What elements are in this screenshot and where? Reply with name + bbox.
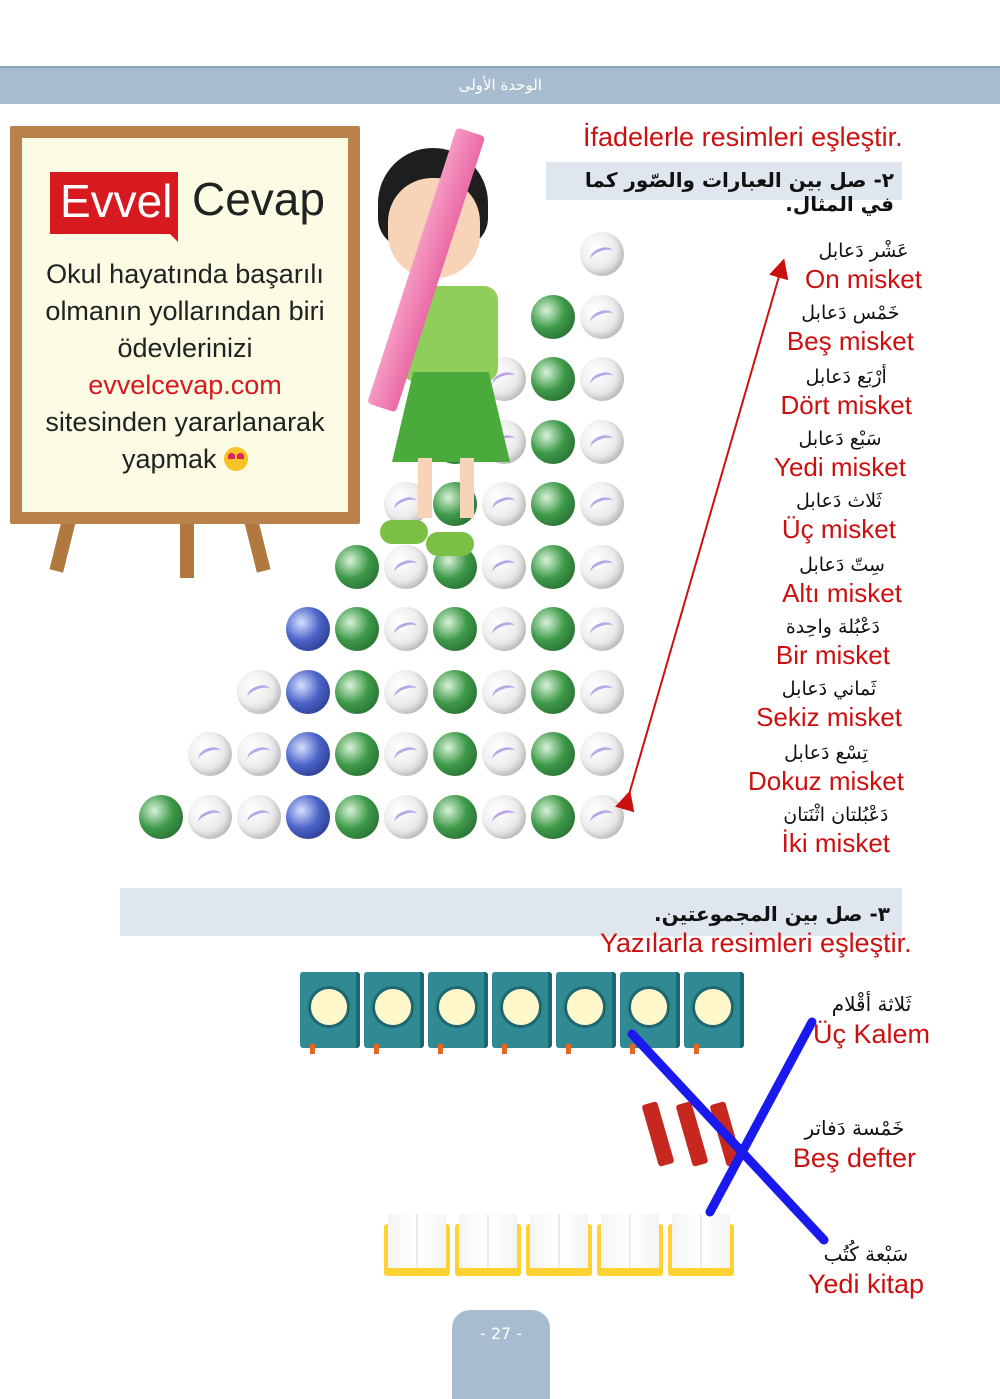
pair-turkish: Altı misket [782,578,902,608]
pair-arabic: دَعْبُلة واحِدة [785,616,881,638]
pair-turkish: Dört misket [780,390,912,420]
item-arabic: ثَلاثة أقْلام [831,992,912,1016]
exercise3-title: Yazılarla resimleri eşleştir. [600,928,912,958]
exercise3-instruction: ٣- صل بين المجموعتين. [654,902,890,926]
logo-red-text: Evvel [60,175,173,227]
pair-arabic: سَبْع دَعابل [798,428,882,450]
pair-turkish: İki misket [781,828,890,858]
advert-line: Okul hayatında başarılı [46,259,324,289]
pair-arabic: دَعْبُلتان اثْنَتان [783,804,889,826]
advert-line: ödevlerinizi [117,333,253,363]
advert-line: sitesinden yararlanarak [45,407,325,437]
pair-arabic: سِتّ دَعابل [799,554,885,576]
page-number-tab [452,1310,550,1399]
pair-turkish: Yedi misket [774,452,906,482]
unit-title: الوحدة الأولى [458,76,542,94]
blue-stroke-down [632,1034,824,1240]
pair-turkish: Beş misket [786,326,914,356]
page-number: - 27 - [479,1324,523,1343]
pair-turkish: Dokuz misket [747,766,904,796]
item-turkish: Yedi kitap [807,1269,924,1299]
pair-arabic: ثَماني دَعابل [781,678,877,700]
pair-turkish: Üç misket [781,514,896,544]
advert-line: yapmak [121,444,217,474]
pair-arabic: ثَلاث دَعابل [796,490,882,512]
pair-arabic: تِسْع دَعابل [784,742,868,764]
pair-turkish: Bir misket [775,640,890,670]
item-arabic: سَبْعة كُتُب [823,1242,909,1266]
pair-arabic: خَمْس دَعابل [801,302,900,324]
pair-arabic: عَشْر دَعابل [818,240,909,262]
advert-line: olmanın yollarından biri [45,296,325,326]
exercise2-instruction: ٢- صل بين العبارات والصّور كما في المثال. [584,168,894,216]
blue-stroke-up [710,1022,812,1212]
item-arabic: خَمْسة دَفاتر [804,1116,905,1140]
pair-turkish: Sekiz misket [756,702,902,732]
exercise2-title: İfadelerle resimleri eşleştir. [583,122,903,152]
item-turkish: Üç Kalem [812,1019,930,1049]
pair-arabic: أرْبَع دَعابل [805,366,887,388]
pair-turkish: On misket [804,264,922,294]
advert-link[interactable]: evvelcevap.com [88,370,282,400]
item-turkish: Beş defter [792,1143,916,1173]
logo-dark-text: Cevap [192,173,325,225]
